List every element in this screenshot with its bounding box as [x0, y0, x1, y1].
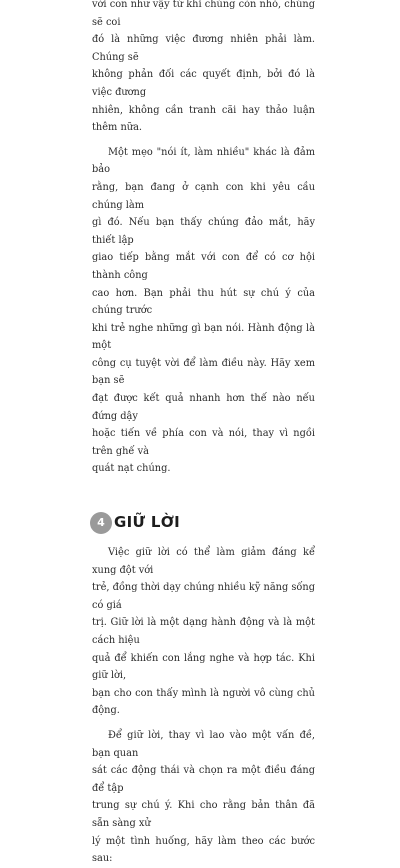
- text-line: trung sự chú ý. Khi cho rằng bản thân đã sẵn sàng xử: [92, 800, 315, 829]
- paragraph-keep-word: [92, 544, 315, 720]
- text-line: hoặc tiến về phía con và nói, thay vì ngồi trên ghế và: [92, 428, 315, 457]
- text-line: trị. Giữ lời là một dạng hành động và là một cách hiệu: [92, 617, 315, 646]
- paragraph-steps-intro: [92, 727, 315, 868]
- text-line: đạt được kết quả nhanh hơn thế nào nếu đứng dậy: [92, 393, 315, 422]
- text-line: Việc giữ lời có thể làm giảm đáng kể xung đột với: [92, 547, 315, 576]
- section-number-badge: 4: [90, 512, 112, 534]
- text-line: Một mẹo "nói ít, làm nhiều" khác là đảm bảo: [92, 146, 315, 176]
- text-line: Để giữ lời, thay vì lao vào một vấn đề, bạn quan: [92, 729, 315, 759]
- text-line: trẻ, đồng thời dạy chúng nhiều kỹ năng sống có giá: [92, 582, 315, 611]
- text-line: giao tiếp bằng mắt với con để có cơ hội thành công: [92, 252, 315, 281]
- text-line: gì đó. Nếu bạn thấy chúng đảo mắt, hãy thiết lập: [92, 217, 315, 246]
- text-line: công cụ tuyệt vời để làm điều này. Hãy xem bạn sẽ: [92, 357, 315, 387]
- text-line: sát các động thái và chọn ra một điều đáng để tập: [92, 765, 315, 794]
- text-line: với con như vậy từ khi chúng còn nhỏ, chúng sẽ coi: [92, 0, 315, 28]
- paragraph-continued: [92, 0, 315, 137]
- text-line: rằng, bạn đang ở cạnh con khi yêu cầu chúng làm: [92, 181, 315, 211]
- text-line: quát nạt chúng.: [92, 463, 171, 475]
- page-body: [92, 0, 315, 868]
- text-line: nhiên, không cần tranh cãi hay thảo luận thêm nữa.: [92, 104, 315, 134]
- text-line: đó là những việc đương nhiên phải làm. Chúng sẽ: [92, 34, 315, 63]
- text-line: bạn cho con thấy mình là người vô cùng chủ động.: [92, 687, 315, 717]
- paragraph-tip: [92, 144, 315, 478]
- text-line: khi trẻ nghe những gì bạn nói. Hành động là một: [92, 322, 315, 352]
- text-line: quả để khiến con lắng nghe và hợp tác. Khi giữ lời,: [92, 652, 315, 682]
- text-line: lý một tình huống, hãy làm theo các bước sau:: [92, 835, 315, 865]
- section-heading: [92, 510, 315, 536]
- section-title: GIỮ LỜI: [114, 513, 180, 532]
- text-line: cao hơn. Bạn phải thu hút sự chú ý của chúng trước: [92, 287, 315, 317]
- text-line: không phản đối các quyết định, bởi đó là việc đương: [92, 69, 315, 98]
